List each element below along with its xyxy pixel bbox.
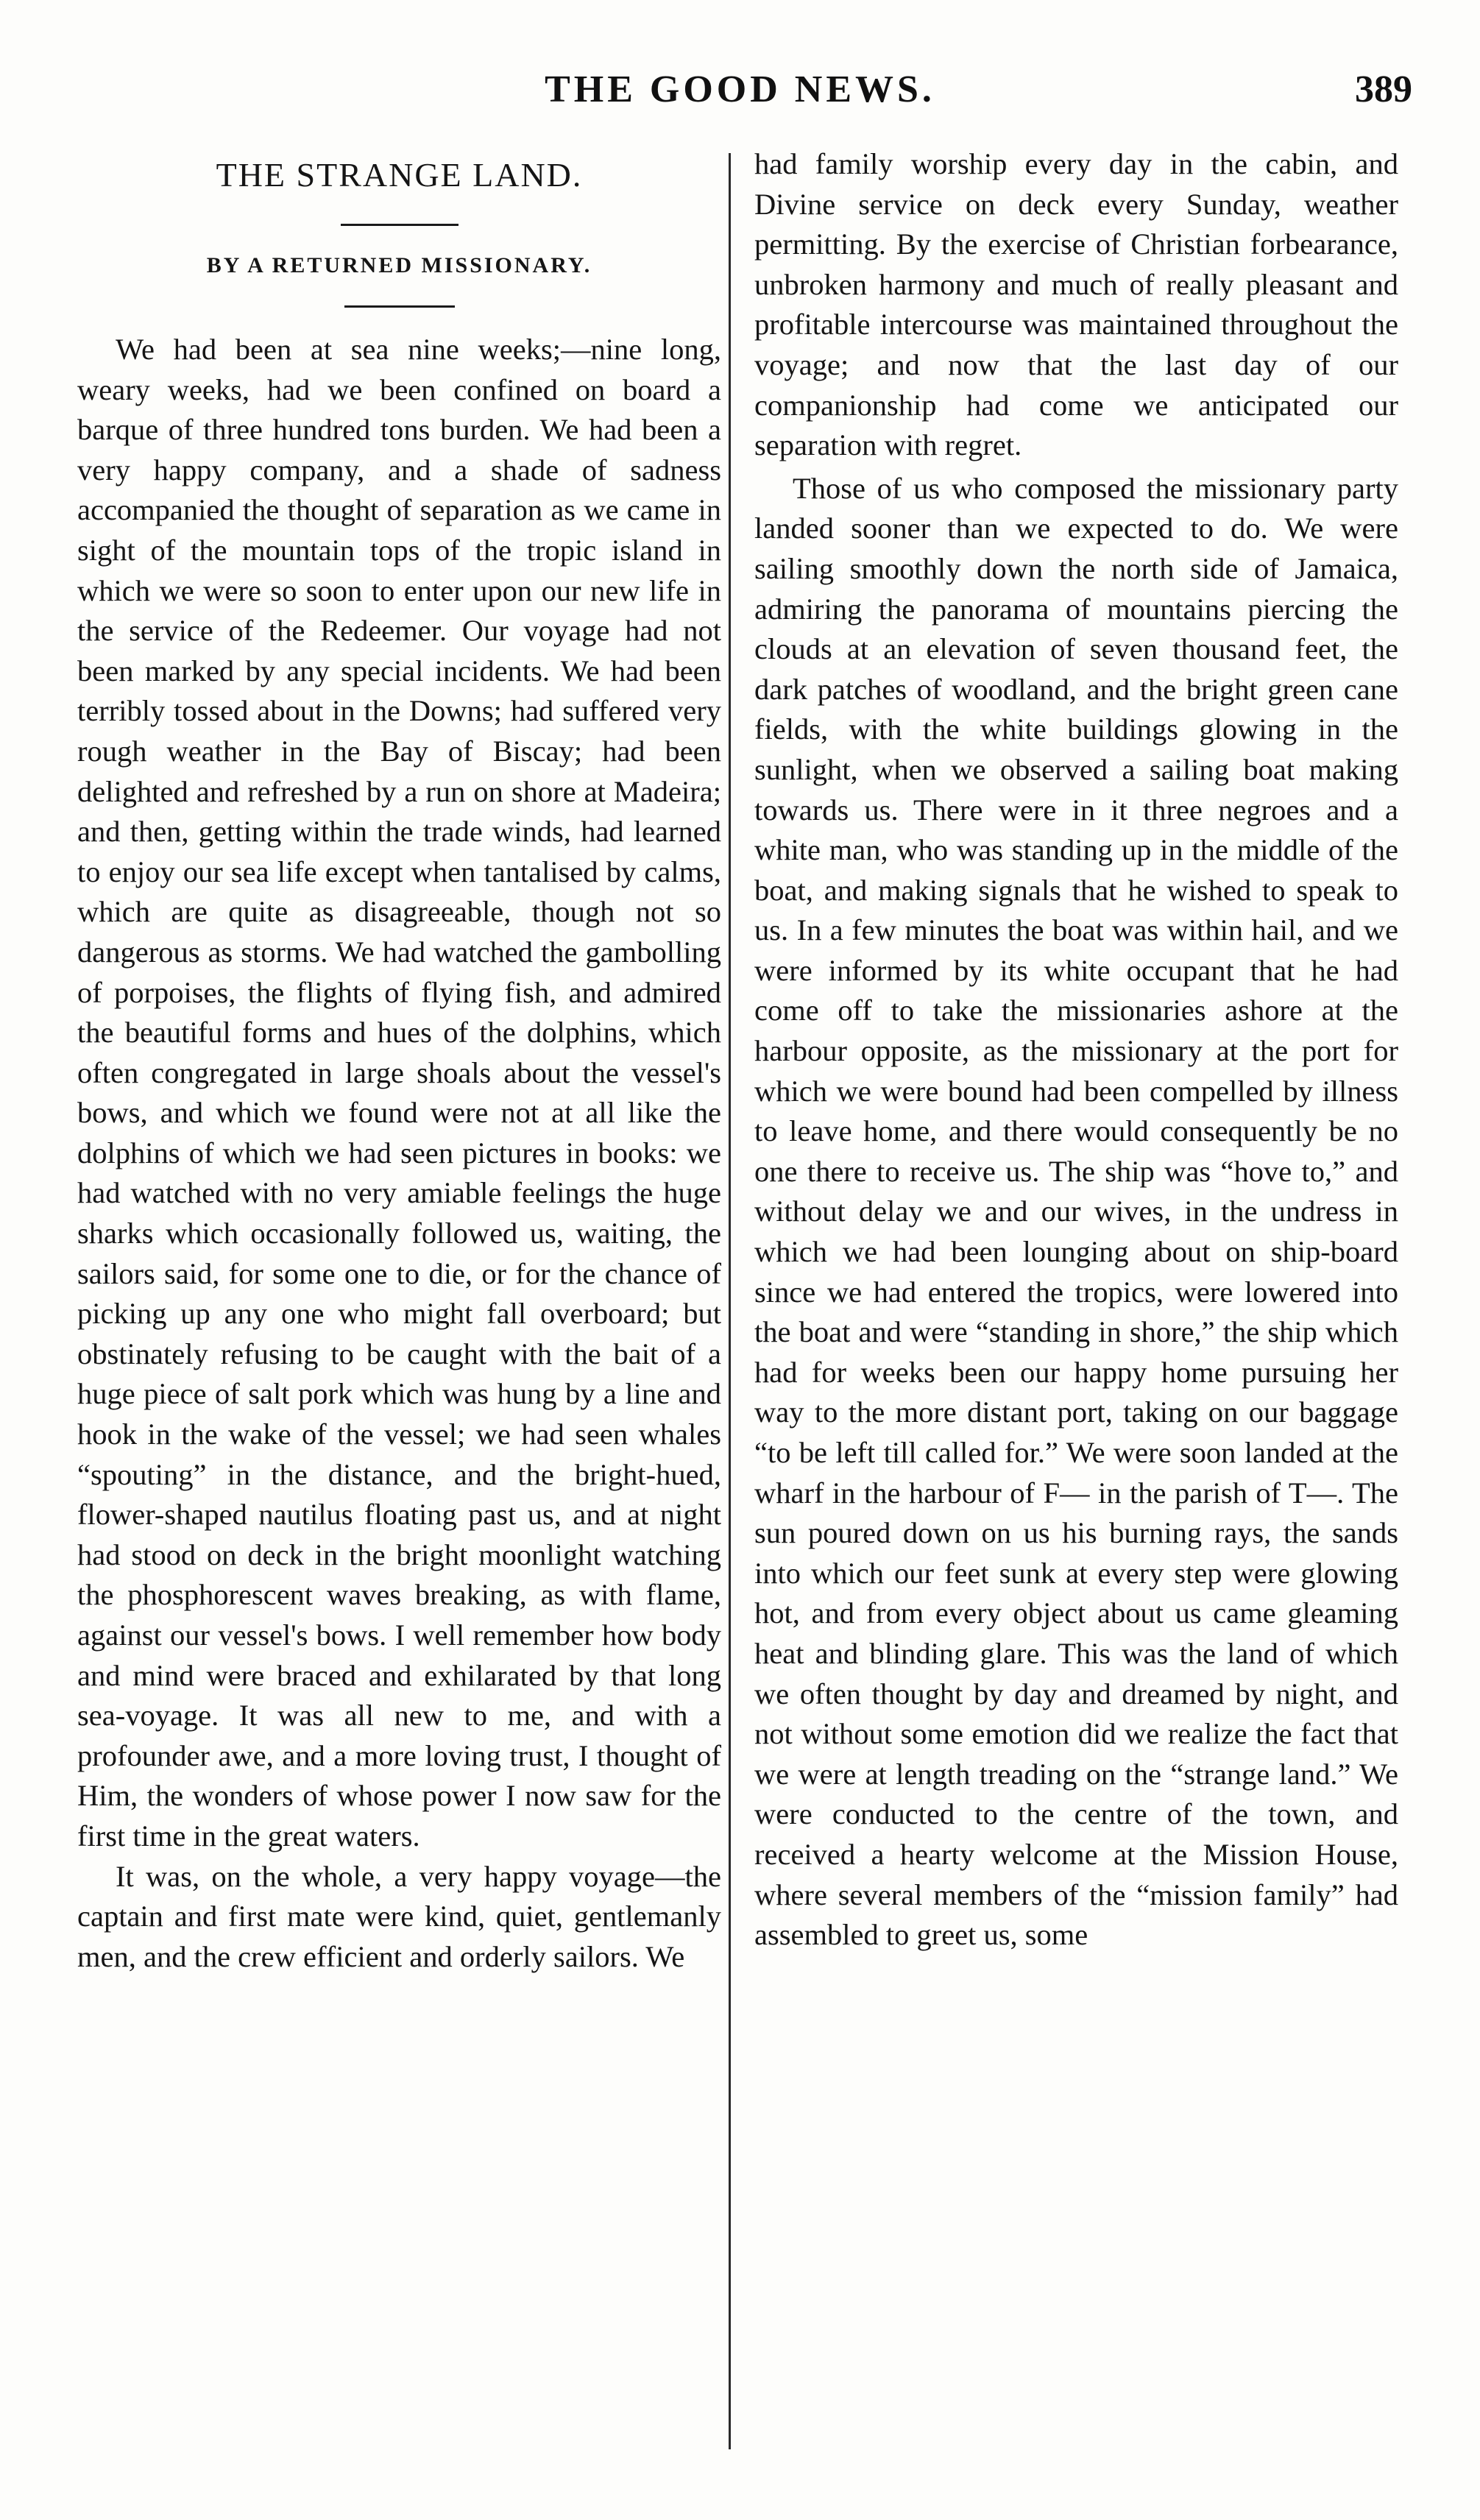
paragraph-right-1: had family worship every day in the cabin, and Divine service on deck every Sunday, weather permitting. By the exercise of Christian forbearance, unbroken harmony and much of really pleasant and profitable intercourse was maintained throughout the voyage; and now that the last day of our companionship had come we anticipated our separation with regret.	[754, 147, 1398, 462]
page-number: 389	[1355, 68, 1412, 110]
column-divider	[729, 153, 731, 2449]
byline-rule	[344, 305, 455, 308]
title-rule	[341, 224, 458, 226]
article-title: THE STRANGE LAND.	[216, 156, 583, 194]
right-column	[754, 144, 1398, 1956]
article-byline: BY A RETURNED MISSIONARY.	[206, 253, 592, 277]
running-head	[0, 68, 1480, 119]
running-title: THE GOOD NEWS.	[545, 68, 935, 110]
paragraph-left-1: We had been at sea nine weeks;—nine long, weary weeks, had we been confined on board a barque of three hundred tons burden. We had been a very happy company, and a shade of sadness accompanied the thought of separation as we came in sight of the mountain tops of the tropic island in which we were so soon to enter upon our new life in the service of the Redeemer. Our voyage had not been marked by any special incidents. We had been terribly tossed about in the Downs; had suffered very rough weather in the Bay of Biscay; had been delighted and refreshed by a run on shore at Madeira; and then, getting within the trade winds, had learned to enjoy our sea life except when tantalised by calms, which are quite as disagreeable, though not so dangerous as storms. We had watched the gambolling of porpoises, the flights of flying fish, and admired the beautiful forms and hues of the dolphins, which often congregated in large shoals about the vessel's bows, and which we found were not at all like the dolphins of which we had seen pictures in books: we had watched with no very amiable feelings the huge sharks which occasionally followed us, waiting, the sailors said, for some one to die, or for the chance of picking up any one who might fall overboard; but obstinately refusing to be caught with the bait of a huge piece of salt pork which was hung by a line and hook in the wake of the vessel; we had seen whales “spouting” in the distance, and the bright-hued, flower-shaped nautilus floating past us, and at night had stood on deck in the bright moonlight watching the phosphorescent waves breaking, as with flame, against our vessel's bows. I well remember how body and mind were braced and exhilarated by that long sea-voyage. It was all new to me, and with a profounder awe, and a more loving trust, I thought of Him, the wonders of whose power I now saw for the first time in the great waters.	[77, 333, 721, 1852]
paragraph-left-2: It was, on the whole, a very happy voyage—the captain and first mate were kind, quiet, gentlemanly men, and the crew efficient and orderly sailors. We	[77, 1859, 721, 1973]
paragraph-right-2: Those of us who composed the missionary party landed sooner than we expected to do. We were sailing smoothly down the north side of Jamaica, admiring the panorama of mountains piercing the clouds at an elevation of seven thousand feet, the dark patches of woodland, and the bright green cane fields, with the white buildings glowing in the sunlight, when we observed a sailing boat making towards us. There were in it three negroes and a white man, who was standing up in the middle of the boat, and making signals that he wished to speak to us. In a few minutes the boat was within hail, and we were informed by its white occupant that he had come off to take the missionaries ashore at the harbour opposite, as the missionary at the port for which we were bound had been compelled by illness to leave home, and there would consequently be no one there to receive us. The ship was “hove to,” and without delay we and our wives, in the undress in which we had been lounging about on ship-board since we had entered the tropics, were lowered into the boat and were “standing in shore,” the ship which had for weeks been our happy home pursuing her way to the more distant port, taking on our baggage “to be left till called for.” We were soon landed at the wharf in the harbour of F— in the parish of T—. The sun poured down on us his burning rays, the sands into which our feet sunk at every step were glowing hot, and from every object about us came gleaming heat and blinding glare. This was the land of which we often thought by day and dreamed by night, and not without some emotion did we realize the fact that we were at length treading on the “strange land.” We were conducted to the centre of the town, and received a hearty welcome at the Mission House, where several members of the “mission family” had assembled to greet us, some	[754, 471, 1398, 1952]
left-column	[77, 147, 721, 1977]
